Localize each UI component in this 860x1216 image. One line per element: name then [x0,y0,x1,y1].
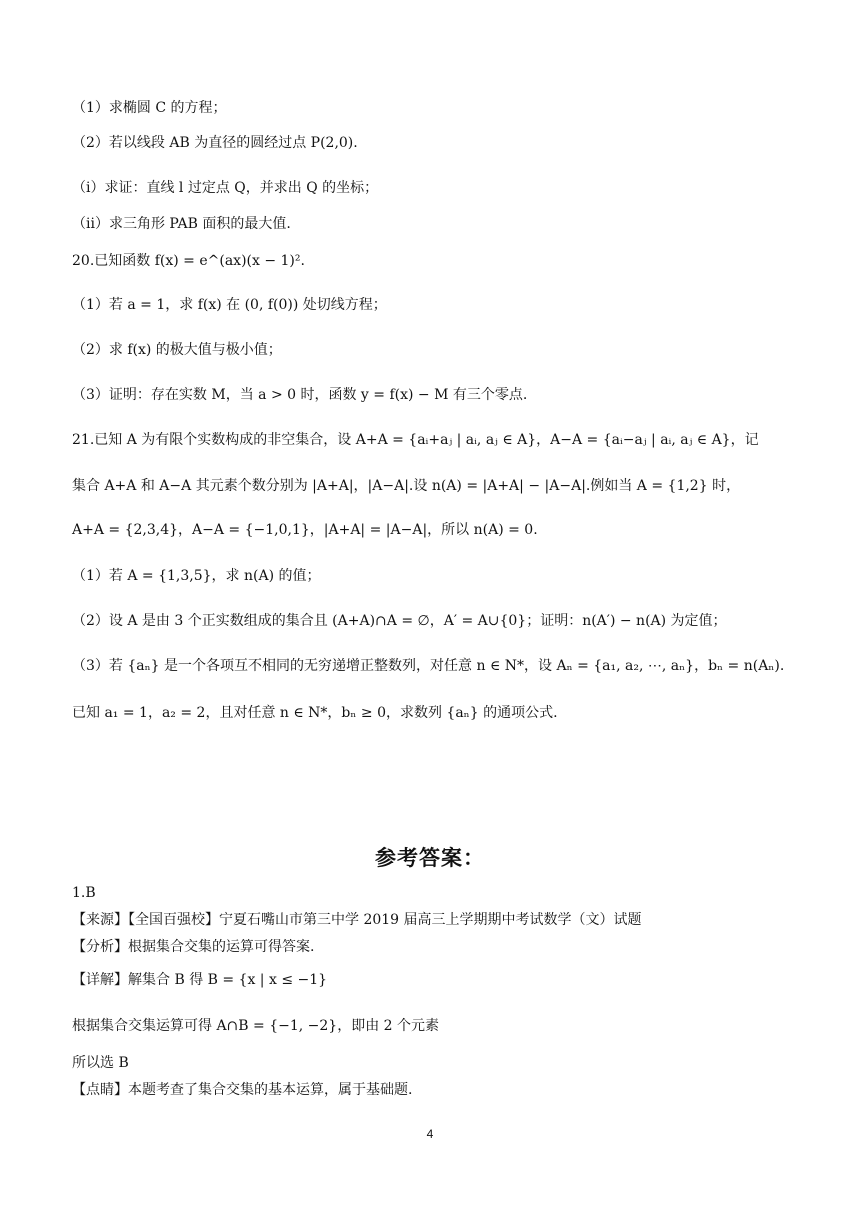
answer-1-comment: 【点睛】本题考查了集合交集的基本运算，属于基础题. [72,1082,413,1098]
sub-question-21-3-cont: 已知 a₁ = 1，a₂ = 2，且对任意 n ∈ N*，bₙ ≥ 0，求数列 {aₙ} 的通项公式. [72,705,558,721]
sub-question-21-2: （2）设 A 是由 3 个正实数组成的集合且 (A+A)∩A = ∅，A′ = A∪{0}；证明：n(A′) − n(A) 为定值； [72,613,727,629]
answers-title: 参考答案： [375,846,485,870]
sub-question-21-3: （3）若 {aₙ} 是一个各项互不相同的无穷递增正整数列，对任意 n ∈ N*，设 Aₙ = {a₁, a₂, ⋯, aₙ}，bₙ = n(Aₙ). [72,658,785,674]
answer-1-conclusion: 所以选 B [72,1055,129,1071]
sub-question-19-2-i: （i）求证：直线 l 过定点 Q，并求出 Q 的坐标； [72,180,379,196]
sub-question-19-1: （1）求椭圆 C 的方程； [72,100,227,116]
question-21-stem-line-1: 21.已知 A 为有限个实数构成的非空集合，设 A+A = {aᵢ+aⱼ | aᵢ, aⱼ ∈ A}，A−A = {aᵢ−aⱼ | aᵢ, aⱼ ∈ A}，记 [72,432,759,448]
sub-question-21-1: （1）若 A = {1,3,5}，求 n(A) 的值； [72,568,321,584]
answer-1-source: 【来源】【全国百强校】宁夏石嘴山市第三中学 2019 届高三上学期期中考试数学（文）试题 [72,912,642,928]
answer-1-choice: 1.B [72,885,96,901]
sub-question-19-2: （2）若以线段 AB 为直径的圆经过点 P(2,0). [72,135,358,151]
answer-1-analysis: 【分析】根据集合交集的运算可得答案. [72,939,315,955]
question-21-stem-line-3: A+A = {2,3,4}，A−A = {−1,0,1}，|A+A| = |A−A|，所以 n(A) = 0. [72,522,538,538]
answer-1-detail: 【详解】解集合 B 得 B = {x | x ≤ −1} [72,972,328,988]
sub-question-20-2: （2）求 f(x) 的极大值与极小值； [72,342,282,358]
question-20-stem: 20.已知函数 f(x) = e^(ax)(x − 1)². [72,253,305,269]
page-number: 4 [426,1127,434,1141]
question-21-stem-line-2: 集合 A+A 和 A−A 其元素个数分别为 |A+A|，|A−A|.设 n(A) = |A+A| − |A−A|.例如当 A = {1,2} 时， [72,478,741,494]
sub-question-20-1: （1）若 a = 1，求 f(x) 在 (0, f(0)) 处切线方程； [72,297,387,313]
sub-question-19-2-ii: （ii）求三角形 PAB 面积的最大值. [72,216,291,232]
answer-1-detail-cont: 根据集合交集运算可得 A∩B = {−1, −2}，即由 2 个元素 [72,1018,440,1034]
sub-question-20-3: （3）证明：存在实数 M，当 a > 0 时，函数 y = f(x) − M 有三个零点. [72,387,528,403]
